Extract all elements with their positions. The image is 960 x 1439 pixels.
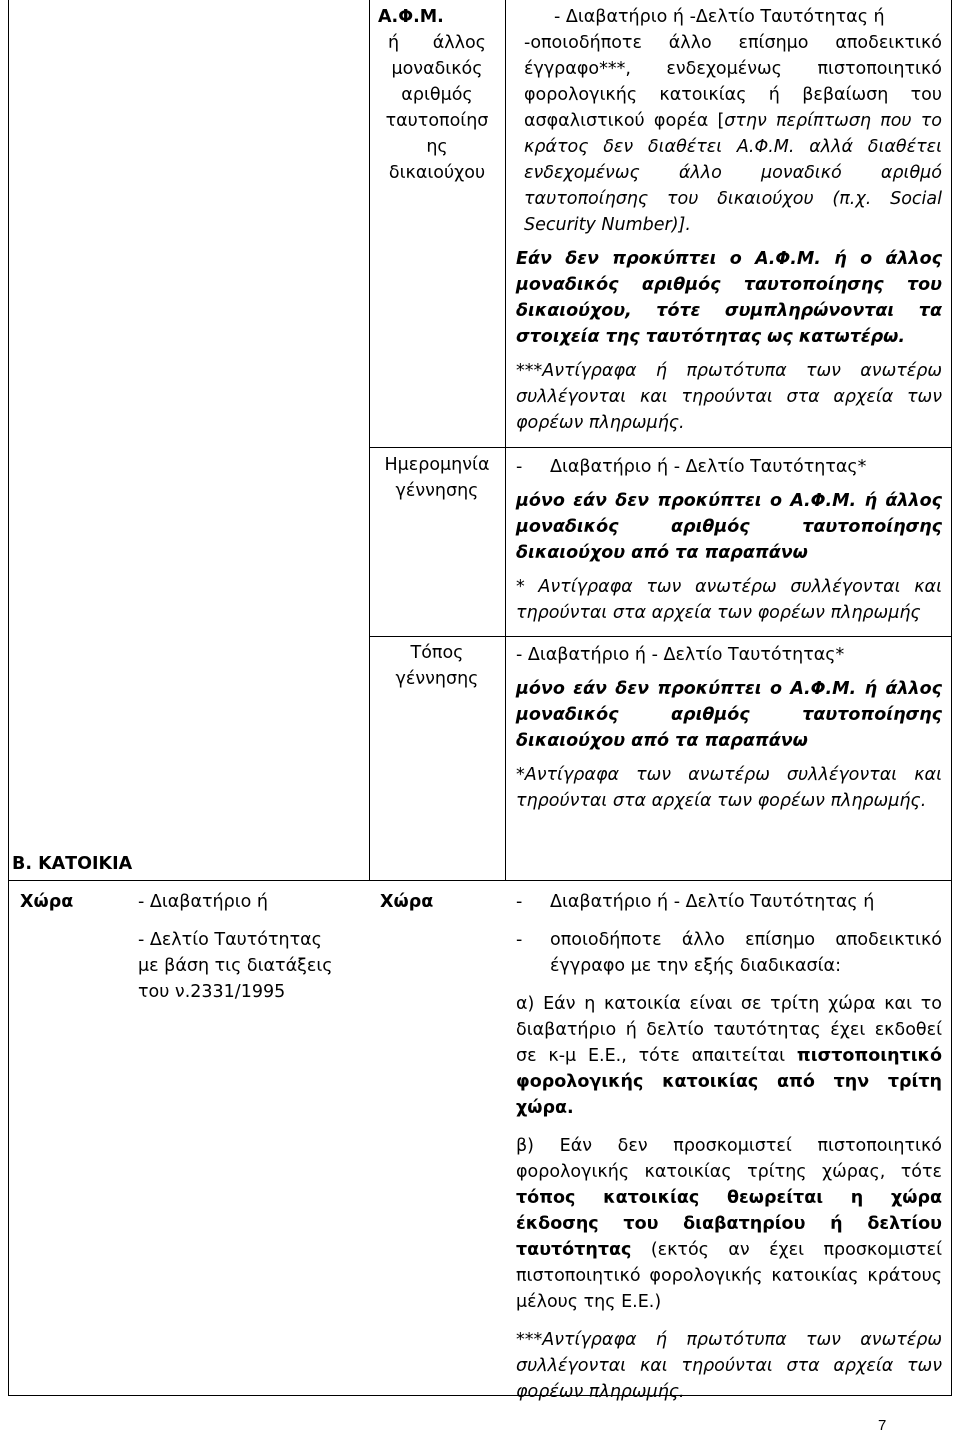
- birthdate-doc: Διαβατήριο ή - Δελτίο Ταυτότητας*: [550, 457, 867, 477]
- residence-case-a: [516, 991, 942, 1121]
- birthdate-condition: μόνο εάν δεν προκύπτει ο Α.Φ.Μ. ή άλλος μοναδικός αριθμός ταυτοποίησης δικαιούχου από τα παραπάνω: [516, 491, 942, 563]
- page-number: 7: [878, 1417, 887, 1434]
- residence-other-doc-text: οποιοδήποτε άλλο επίσημο αποδεικτικό έγγραφο με την εξής διαδικασία:: [550, 930, 942, 976]
- afm-line1: ή άλλος: [388, 33, 486, 53]
- border-left: [8, 0, 9, 1396]
- birthplace-condition: μόνο εάν δεν προκύπτει ο Α.Φ.Μ. ή άλλος μοναδικός αριθμός ταυτοποίησης δικαιούχου από τα παραπάνω: [516, 679, 942, 751]
- birthdate-label-line2: γέννησης: [395, 481, 479, 501]
- birthplace-note: *Αντίγραφα των ανωτέρω συλλέγονται και τηρούνται στα αρχεία των φορέων πληρωμής.: [516, 765, 942, 811]
- afm-condition: Εάν δεν προκύπτει ο Α.Φ.Μ. ή ο άλλος μοναδικός αριθμός ταυτοποίησης του δικαιούχου, τότε συμπληρώνονται τα στοιχεία της ταυτότητας ως κατωτέρω.: [516, 249, 942, 347]
- afm-doc-line: - Διαβατήριο ή -Δελτίο Ταυτότητας ή: [554, 7, 885, 27]
- case-b-bold: τόπος κατοικίας θεωρείται η χώρα έκδοσης του διαβατηρίου ή δελτίου ταυτότητας: [516, 1188, 942, 1260]
- afm-line3: αριθμός: [401, 85, 473, 105]
- birthdate-doc-line: [516, 454, 942, 480]
- case-b-text2: (εκτός αν έχει προσκομιστεί πιστοποιητικό φορολογικής κατοικίας κράτους μέλους της Ε.Ε.): [516, 1240, 942, 1312]
- afm-other-docs: [516, 30, 942, 238]
- left-doc-line2: - Δελτίο Ταυτότητας: [138, 930, 322, 950]
- case-a-bold: πιστοποιητικό φορολογικής κατοικίας από την τρίτη χώρα.: [516, 1046, 942, 1118]
- birthdate-label: [372, 452, 502, 504]
- residence-dash-1: -: [516, 892, 523, 912]
- afm-label: [372, 4, 502, 186]
- country-label-left: Χώρα: [20, 892, 74, 912]
- residence-doc: Διαβατήριο ή - Δελτίο Ταυτότητας ή: [550, 892, 875, 912]
- birthplace-requirements: [516, 642, 942, 814]
- case-a-text: α) Εάν η κατοικία είναι σε τρίτη χώρα και το διαβατήριο ή δελτίο ταυτότητας έχει εκδοθεί σε κ-μ Ε.Ε., τότε απαιτείται: [516, 994, 942, 1066]
- case-b-text1: β) Εάν δεν προσκομιστεί πιστοποιητικό φορολογικής κατοικίας τρίτης χώρας, τότε: [516, 1136, 942, 1182]
- col-divider-2: [505, 0, 506, 880]
- row-divider-birthplace: [369, 636, 952, 637]
- col-divider-1: [369, 0, 370, 880]
- afm-line5: ης: [426, 137, 448, 157]
- left-doc-line3: με βάση τις διατάξεις του ν.2331/1995: [138, 956, 333, 1002]
- residence-copies-note: ***Αντίγραφα ή πρωτότυπα των ανωτέρω συλλέγονται και τηρούνται στα αρχεία των φορέων πληρωμής.: [516, 1330, 942, 1402]
- afm-line6: δικαιούχου: [388, 163, 486, 183]
- residence-docs-left: [138, 889, 368, 1005]
- left-doc-line1: - Διαβατήριο ή: [138, 892, 269, 912]
- residence-case-b: [516, 1133, 942, 1315]
- afm-copies-note: ***Αντίγραφα ή πρωτότυπα των ανωτέρω συλλέγονται και τηρούνται στα αρχεία των φορέων πληρωμής.: [516, 361, 942, 433]
- birthplace-label-line1: Τόπος: [410, 643, 464, 663]
- row-divider-birthdate: [369, 447, 952, 448]
- birthdate-requirements: [516, 454, 942, 626]
- birthdate-label-line1: Ημερομηνία: [384, 455, 490, 475]
- afm-requirements: [516, 4, 942, 436]
- afm-other-docs-text: -οποιοδήποτε άλλο επίσημο αποδεικτικό έγγραφο***, ενδεχομένως πιστοποιητικό φορολογικής κατοικίας ή βεβαίωση του ασφαλιστικού φορέα [: [524, 33, 942, 131]
- residence-dash-2: -: [516, 930, 523, 950]
- residence-other-doc: [516, 927, 942, 979]
- country-label-right: Χώρα: [380, 892, 434, 912]
- afm-other-docs-italic: στην περίπτωση που το κράτος δεν διαθέτει Α.Φ.Μ. αλλά διαθέτει ενδεχομένως άλλο μοναδικό αριθμό ταυτοποίησης του δικαιούχου (π.χ. Social Security Number)].: [524, 111, 942, 235]
- section-b-title: Β. ΚΑΤΟΙΚΙΑ: [12, 854, 133, 874]
- border-right: [951, 0, 952, 1396]
- afm-title: Α.Φ.Μ.: [378, 7, 444, 27]
- afm-line4: ταυτοποίησ: [385, 111, 489, 131]
- birthdate-note: * Αντίγραφα των ανωτέρω συλλέγονται και τηρούνται στα αρχεία των φορέων πληρωμής: [516, 577, 942, 623]
- birthplace-label-line2: γέννησης: [395, 669, 479, 689]
- section-b-divider: [8, 880, 952, 881]
- birthdate-dash: -: [516, 457, 523, 477]
- birthplace-label: [372, 640, 502, 692]
- residence-requirements: [516, 889, 942, 1405]
- birthplace-doc-line: - Διαβατήριο ή - Δελτίο Ταυτότητας*: [516, 645, 845, 665]
- residence-doc-line: [516, 889, 942, 915]
- afm-line2: μοναδικός: [391, 59, 483, 79]
